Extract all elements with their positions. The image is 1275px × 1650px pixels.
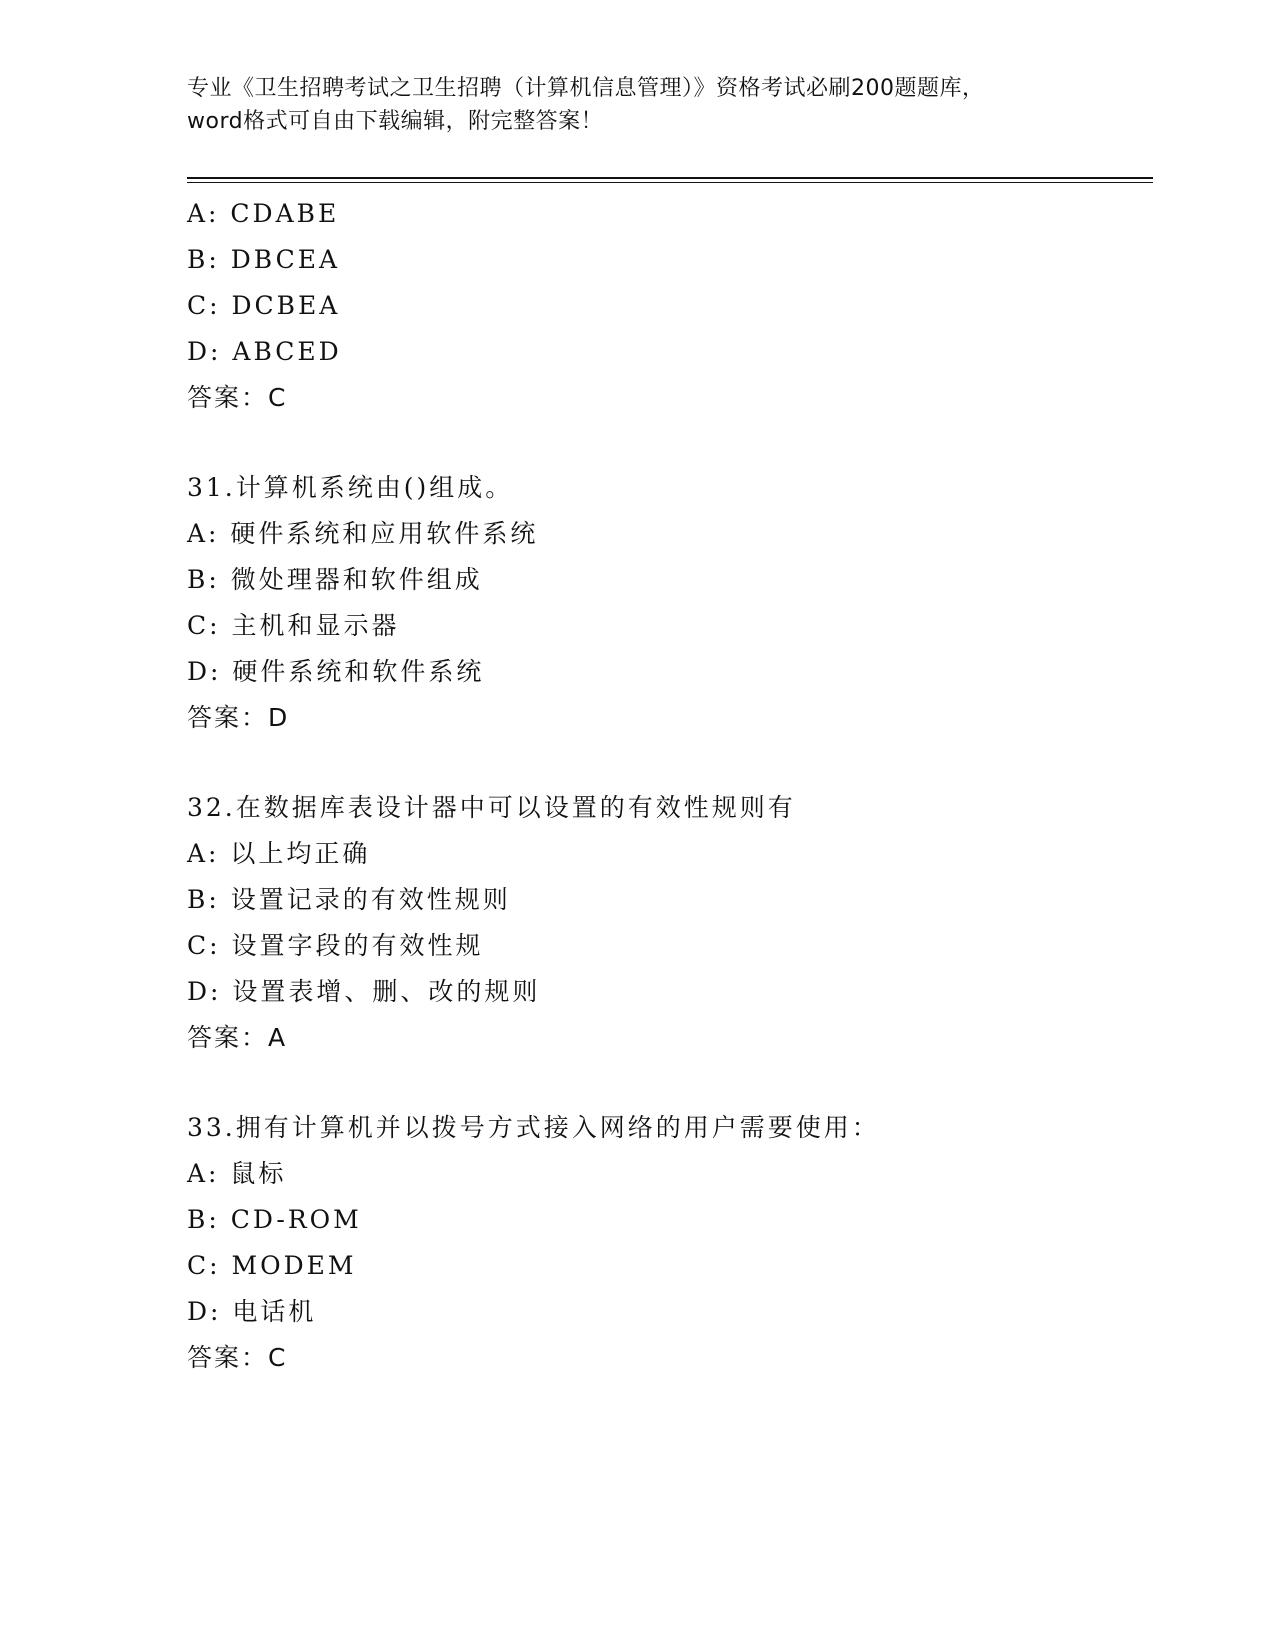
option-a: A: 鼠标	[187, 1159, 287, 1188]
option-c: C: DCBEA	[187, 291, 341, 320]
option-d: D: 硬件系统和软件系统	[187, 657, 485, 686]
option-b: B: CD-ROM	[187, 1205, 362, 1234]
question-stem: 33.拥有计算机并以拨号方式接入网络的用户需要使用：	[187, 1113, 880, 1142]
question-list	[187, 191, 1147, 1381]
question-block-32	[187, 785, 1147, 1061]
option-c: C: MODEM	[187, 1251, 357, 1280]
option-a: A: 硬件系统和应用软件系统	[187, 519, 539, 548]
option-c: C: 主机和显示器	[187, 611, 400, 640]
question-stem: 32.在数据库表设计器中可以设置的有效性规则有	[187, 793, 796, 822]
option-b: B: DBCEA	[187, 245, 341, 274]
header-divider-thin	[187, 182, 1153, 183]
answer-line: 答案：C	[187, 1343, 288, 1372]
answer-line: 答案：A	[187, 1023, 288, 1052]
question-block-prev	[187, 191, 1147, 421]
option-d: D: 设置表增、删、改的规则	[187, 977, 541, 1006]
option-b: B: 微处理器和软件组成	[187, 565, 483, 594]
question-block-33	[187, 1105, 1147, 1381]
option-a: A: 以上均正确	[187, 839, 371, 868]
header-line-1: 专业《卫生招聘考试之卫生招聘（计算机信息管理）》资格考试必刷200题题库，	[187, 76, 985, 101]
header-divider	[187, 177, 1153, 179]
answer-line: 答案：D	[187, 703, 290, 732]
option-d: D: ABCED	[187, 337, 342, 366]
option-c: C: 设置字段的有效性规	[187, 931, 484, 960]
document-header	[187, 72, 1087, 138]
option-b: B: 设置记录的有效性规则	[187, 885, 511, 914]
question-block-31	[187, 465, 1147, 741]
header-line-2: word格式可自由下载编辑，附完整答案！	[187, 109, 604, 134]
question-stem: 31.计算机系统由()组成。	[187, 473, 514, 502]
option-d: D: 电话机	[187, 1297, 317, 1326]
option-a: A: CDABE	[187, 199, 340, 228]
answer-line: 答案：C	[187, 383, 288, 412]
